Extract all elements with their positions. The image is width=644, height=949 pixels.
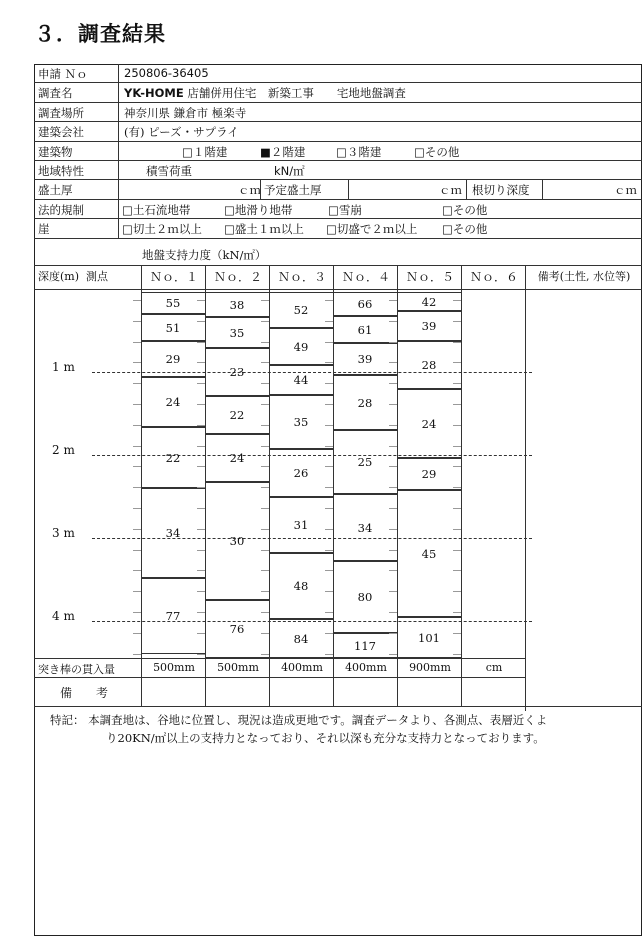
scale-tick	[389, 362, 397, 363]
scale-tick	[261, 487, 269, 488]
scale-tick	[133, 591, 141, 592]
building-option-3: □３階建	[336, 144, 382, 159]
scale-tick	[133, 487, 141, 488]
p5-block-7: 101	[397, 617, 461, 658]
law-option-2: □地滑り地帯	[224, 202, 293, 217]
brand-name: YK-HOME	[124, 86, 184, 101]
row-cliff	[34, 219, 642, 238]
scale-tick	[389, 612, 397, 613]
scale-tick	[133, 529, 141, 530]
building-option-1: □１階建	[182, 144, 228, 159]
scale-tick	[261, 404, 269, 405]
p1-block-6: 34	[141, 488, 205, 578]
row-company	[34, 122, 642, 141]
scale-tick	[389, 550, 397, 551]
p2-block-6: 30	[205, 482, 269, 600]
p5-block-5: 29	[397, 458, 461, 490]
scale-tick	[261, 300, 269, 301]
snow-unit: kN/㎡	[274, 164, 305, 178]
p1-block-5: 22	[141, 427, 205, 488]
scale-tick	[453, 633, 461, 634]
fill-label: 盛土厚	[38, 183, 73, 198]
scale-tick	[325, 633, 333, 634]
point-header-5: Ｎｏ．５	[405, 270, 454, 284]
scale-tick	[325, 570, 333, 571]
scale-tick	[389, 508, 397, 509]
scale-tick	[453, 612, 461, 613]
scale-tick	[325, 404, 333, 405]
scale-tick	[197, 654, 205, 655]
p3-block-6: 31	[269, 497, 333, 553]
cliff-option-1: □切土２ｍ以上	[122, 222, 202, 237]
scale-tick	[197, 529, 205, 530]
p3-block-7: 48	[269, 553, 333, 619]
row-capacity	[34, 239, 642, 266]
page-title: ３．調査結果	[34, 22, 166, 46]
scale-tick	[197, 591, 205, 592]
scale-tick	[197, 321, 205, 322]
p5-block-2: 39	[397, 311, 461, 341]
scale-tick	[197, 362, 205, 363]
point-header-4: Ｎｏ．４	[341, 270, 390, 284]
scale-tick	[197, 342, 205, 343]
scale-tick	[197, 508, 205, 509]
scale-tick	[453, 487, 461, 488]
p1-block-7: 77	[141, 578, 205, 654]
p2-block-7: 76	[205, 600, 269, 658]
p5-block-1: 42	[397, 292, 461, 311]
scale-tick	[261, 383, 269, 384]
point-header-6: Ｎｏ．６	[469, 270, 518, 284]
scale-tick	[325, 654, 333, 655]
survey-name-value: 店舗併用住宅 新築工事 宅地地盤調査	[187, 86, 406, 101]
remarks-line-2: り20KN/㎡以上の支持力となっており、それ以深も充分な支持力となっております。	[106, 731, 545, 745]
scale-tick	[453, 508, 461, 509]
scale-tick	[325, 342, 333, 343]
scale-tick	[197, 425, 205, 426]
scale-tick	[197, 570, 205, 571]
building-label: 建築物	[38, 144, 73, 159]
scale-tick	[133, 342, 141, 343]
scale-tick	[261, 425, 269, 426]
row-place	[34, 103, 642, 122]
scale-tick	[261, 654, 269, 655]
scale-tick	[325, 466, 333, 467]
scale-tick	[197, 633, 205, 634]
request-no-value: 250806-36405	[124, 66, 209, 80]
scale-tick	[389, 591, 397, 592]
p1-block-1: 55	[141, 292, 205, 314]
p4-block-6: 34	[333, 494, 397, 561]
scale-tick	[197, 383, 205, 384]
row-fill	[34, 180, 642, 199]
penetration-6: cm	[485, 661, 503, 674]
scale-tick	[389, 529, 397, 530]
scale-tick	[261, 508, 269, 509]
p5-block-6: 45	[397, 490, 461, 617]
p4-block-5: 25	[333, 430, 397, 494]
p4-block-1: 66	[333, 292, 397, 316]
p3-block-8: 84	[269, 619, 333, 658]
scale-tick	[389, 383, 397, 384]
row-building	[34, 142, 642, 161]
scale-tick	[325, 321, 333, 322]
scale-tick	[261, 362, 269, 363]
plan-fill-label: 予定盛土厚	[264, 183, 322, 198]
scale-tick	[325, 446, 333, 447]
penetration-4: 400mm	[345, 661, 387, 674]
p4-block-3: 39	[333, 343, 397, 375]
scale-tick	[389, 446, 397, 447]
region-label: 地域特性	[38, 164, 84, 178]
scale-tick	[389, 404, 397, 405]
notes-header: 備考(土性, 水位等)	[537, 270, 631, 283]
scale-tick	[389, 300, 397, 301]
scale-tick	[389, 466, 397, 467]
scale-tick	[389, 633, 397, 634]
depth-mark-4m: 4 m	[52, 609, 75, 623]
scale-tick	[453, 591, 461, 592]
scale-tick	[261, 529, 269, 530]
scale-tick	[453, 383, 461, 384]
remark-row-label: 備 考	[60, 686, 109, 700]
building-option-4: □その他	[414, 144, 460, 159]
p2-block-5: 24	[205, 434, 269, 482]
snow-label: 積雪荷重	[146, 164, 192, 178]
scale-tick	[133, 446, 141, 447]
scale-tick	[197, 612, 205, 613]
scale-tick	[325, 362, 333, 363]
scale-tick	[261, 466, 269, 467]
scale-tick	[133, 404, 141, 405]
scale-tick	[197, 550, 205, 551]
scale-tick	[389, 342, 397, 343]
p3-block-1: 52	[269, 292, 333, 328]
remarks-line-1: 本調査地は、谷地に位置し、現況は造成更地です。調査データより、各測点、表層近くよ	[88, 713, 548, 727]
penetration-label: 突き棒の貫入量	[38, 663, 115, 676]
scale-tick	[325, 300, 333, 301]
scale-tick	[389, 487, 397, 488]
scale-tick	[389, 321, 397, 322]
cliff-option-3: □切盛で２ｍ以上	[326, 222, 418, 237]
scale-tick	[197, 487, 205, 488]
scale-tick	[197, 446, 205, 447]
scale-tick	[261, 321, 269, 322]
p4-block-4: 28	[333, 375, 397, 430]
building-option-2: ■２階建	[260, 144, 306, 159]
scale-tick	[325, 529, 333, 530]
scale-tick	[453, 529, 461, 530]
scale-tick	[133, 466, 141, 467]
scale-tick	[133, 383, 141, 384]
row-law	[34, 200, 642, 219]
scale-tick	[133, 654, 141, 655]
point-header-1: Ｎｏ．１	[149, 270, 198, 284]
scale-tick	[133, 321, 141, 322]
scale-tick	[453, 342, 461, 343]
penetration-2: 500mm	[217, 661, 259, 674]
scale-tick	[133, 570, 141, 571]
point-label: 測点	[86, 270, 109, 283]
cut-label: 根切り深度	[472, 183, 530, 198]
p2-block-3: 23	[205, 348, 269, 396]
plan-fill-unit: ｃｍ	[439, 183, 462, 198]
scale-tick	[325, 425, 333, 426]
p3-block-2: 49	[269, 328, 333, 365]
scale-tick	[389, 570, 397, 571]
scale-tick	[453, 300, 461, 301]
survey-name-label: 調査名	[38, 86, 73, 101]
fill-unit: ｃｍ	[238, 183, 261, 198]
cliff-option-4: □その他	[442, 222, 488, 237]
scale-tick	[389, 425, 397, 426]
scale-tick	[261, 446, 269, 447]
p1-block-4: 24	[141, 377, 205, 427]
scale-tick	[261, 570, 269, 571]
scale-tick	[389, 654, 397, 655]
scale-tick	[453, 570, 461, 571]
scale-tick	[325, 508, 333, 509]
request-no-label: 申請 Ｎｏ	[38, 67, 88, 81]
remarks	[50, 711, 630, 747]
p4-block-7: 80	[333, 561, 397, 633]
scale-tick	[261, 633, 269, 634]
cliff-label: 崖	[38, 222, 50, 237]
penetration-1: 500mm	[153, 661, 195, 674]
scale-tick	[133, 612, 141, 613]
law-option-1: □土石流地帯	[122, 202, 191, 217]
company-label: 建築会社	[38, 125, 84, 140]
scale-tick	[261, 550, 269, 551]
scale-tick	[325, 383, 333, 384]
depth-label: 深度(m)	[38, 270, 80, 283]
scale-tick	[261, 342, 269, 343]
row-region	[34, 161, 642, 180]
scale-tick	[261, 612, 269, 613]
row-request-no	[34, 64, 642, 83]
depth-mark-2m: 2 m	[52, 443, 75, 457]
depth-mark-3m: 3 m	[52, 526, 75, 540]
scale-tick	[133, 362, 141, 363]
p1-block-2: 51	[141, 314, 205, 341]
law-label: 法的規制	[38, 202, 84, 217]
p5-block-4: 24	[397, 389, 461, 458]
scale-tick	[453, 362, 461, 363]
scale-tick	[197, 466, 205, 467]
scale-tick	[453, 425, 461, 426]
point-header-3: Ｎｏ．３	[277, 270, 326, 284]
law-option-3: □雪崩	[328, 202, 362, 217]
depth-mark-1m: 1 m	[52, 360, 75, 374]
scale-tick	[325, 550, 333, 551]
scale-tick	[453, 446, 461, 447]
scale-tick	[133, 633, 141, 634]
scale-tick	[453, 550, 461, 551]
company-value: (有) ピーズ・サプライ	[124, 125, 239, 140]
cut-unit: ｃｍ	[614, 183, 637, 198]
penetration-5: 900mm	[409, 661, 451, 674]
scale-tick	[261, 591, 269, 592]
scale-tick	[133, 508, 141, 509]
scale-tick	[325, 591, 333, 592]
scale-tick	[133, 550, 141, 551]
p3-block-5: 26	[269, 449, 333, 497]
scale-tick	[133, 425, 141, 426]
scale-tick	[453, 404, 461, 405]
p3-block-3: 44	[269, 365, 333, 395]
scale-tick	[133, 300, 141, 301]
scale-tick	[453, 321, 461, 322]
p4-block-8: 117	[333, 633, 397, 658]
scale-tick	[197, 300, 205, 301]
capacity-label: 地盤支持力度（kN/㎡）	[142, 247, 267, 262]
p2-block-1: 38	[205, 292, 269, 317]
remarks-label: 特記：	[50, 713, 85, 727]
p2-block-4: 22	[205, 396, 269, 434]
row-survey-name	[34, 83, 642, 102]
p4-block-2: 61	[333, 316, 397, 343]
law-option-4: □その他	[442, 202, 488, 217]
penetration-3: 400mm	[281, 661, 323, 674]
place-value: 神奈川県 鎌倉市 極楽寺	[124, 105, 247, 120]
p1-block-3: 29	[141, 341, 205, 377]
scale-tick	[197, 404, 205, 405]
p5-block-3: 28	[397, 341, 461, 389]
scale-tick	[453, 466, 461, 467]
scale-tick	[325, 612, 333, 613]
place-label: 調査場所	[38, 105, 84, 120]
scale-tick	[453, 654, 461, 655]
point-header-2: Ｎｏ．２	[213, 270, 262, 284]
scale-tick	[325, 487, 333, 488]
p3-block-4: 35	[269, 395, 333, 449]
cliff-option-2: □盛土１ｍ以上	[224, 222, 304, 237]
p2-block-2: 35	[205, 317, 269, 348]
